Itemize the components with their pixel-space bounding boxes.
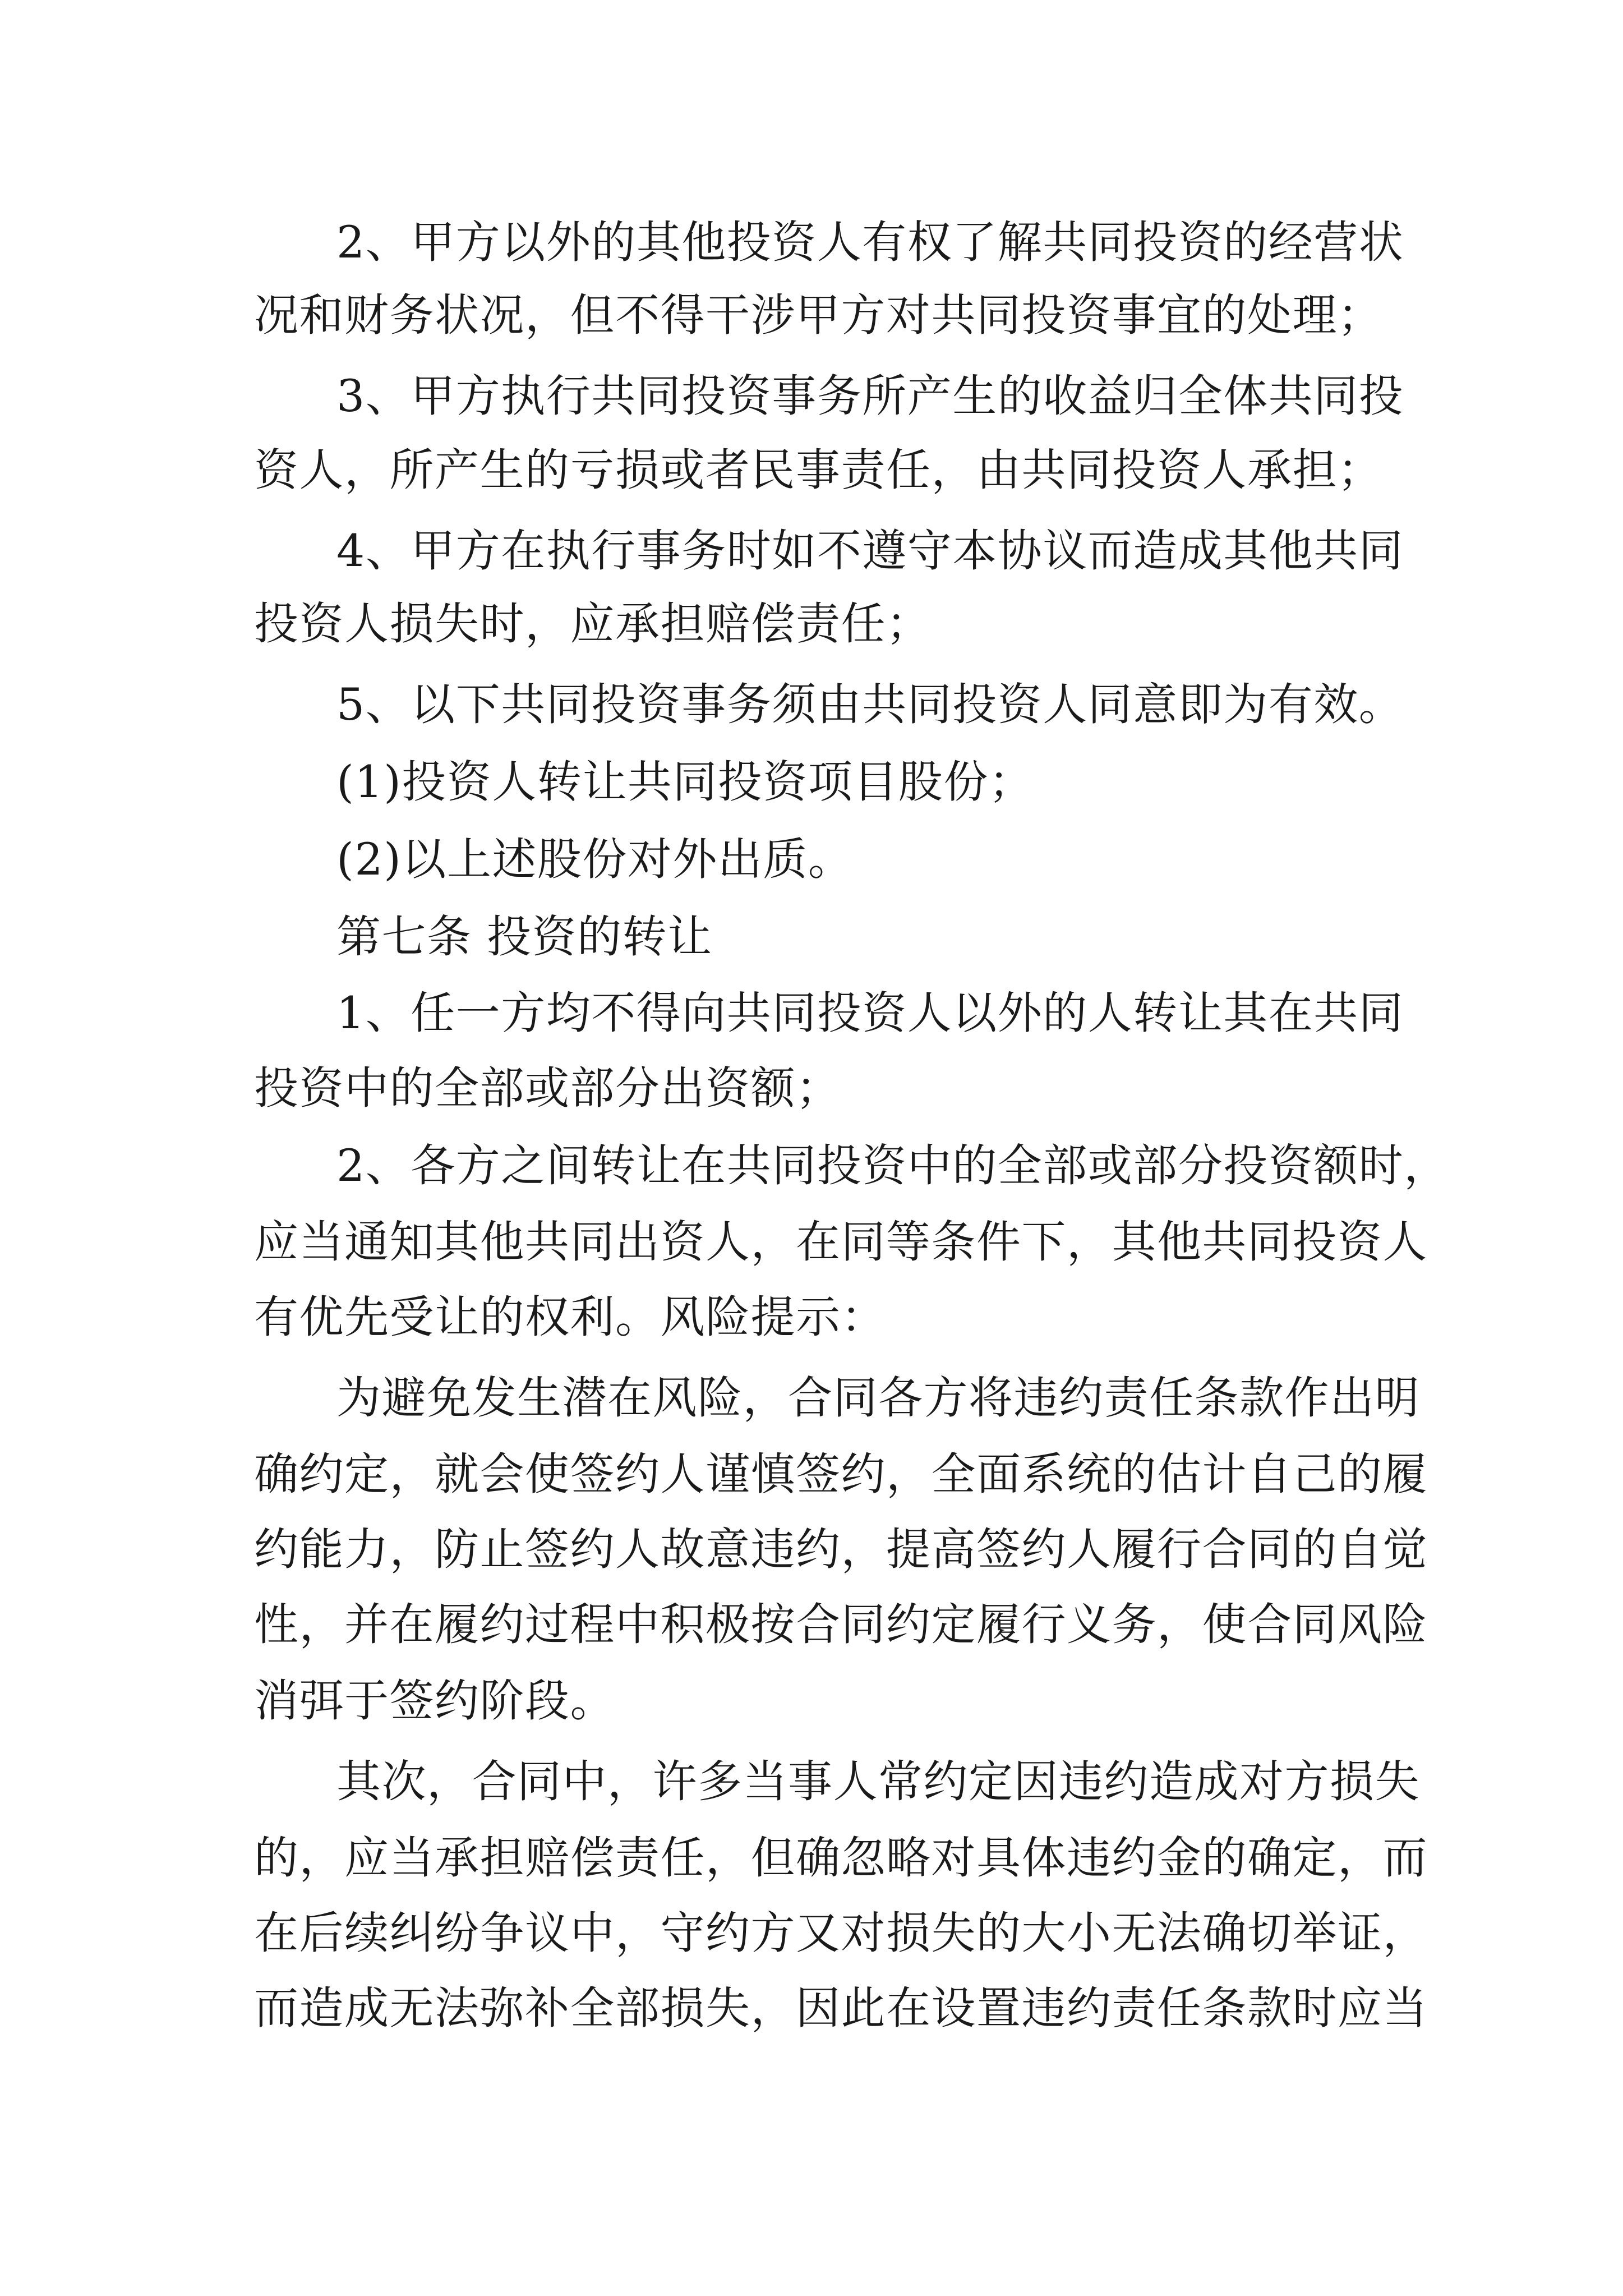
text-line: 消弭于签约阶段。 (254, 1675, 615, 1727)
text-line: 约能力，防止签约人故意违约，提高签约人履行合同的自觉 (254, 1524, 1428, 1575)
text-line: 5、以下共同投资事务须由共同投资人同意即为有效。 (336, 679, 1404, 730)
text-line: 2、各方之间转让在共同投资中的全部或部分投资额时， (336, 1140, 1449, 1191)
text-line: (1)投资人转让共同投资项目股份； (336, 756, 1034, 808)
text-line: 投资人损失时，应承担赔偿责任； (254, 598, 932, 650)
text-line: (2)以上述股份对外出质。 (336, 834, 854, 885)
text-line: 而造成无法弥补全部损失，因此在设置违约责任条款时应当 (254, 1982, 1428, 2034)
text-line: 1、任一方均不得向共同投资人以外的人转让其在共同 (336, 987, 1404, 1039)
text-line: 为避免发生潜在风险，合同各方将违约责任条款作出明 (336, 1372, 1420, 1424)
text-line: 在后续纠纷争议中，守约方又对损失的大小无法确切举证， (254, 1907, 1428, 1959)
text-line: 应当通知其他共同出资人，在同等条件下，其他共同投资人 (254, 1216, 1428, 1268)
text-line: 况和财务状况，但不得干涉甲方对共同投资事宜的处理； (254, 289, 1383, 341)
text-line: 确约定，就会使签约人谨慎签约，全面系统的估计自己的履 (254, 1448, 1428, 1500)
text-line: 性，并在履约过程中积极按合同约定履行义务，使合同风险 (254, 1599, 1428, 1650)
text-line: 2、甲方以外的其他投资人有权了解共同投资的经营状 (336, 217, 1404, 268)
text-line: 有优先受让的权利。风险提示： (254, 1291, 886, 1343)
text-line: 投资中的全部或部分出资额； (254, 1062, 841, 1114)
text-line: 的，应当承担赔偿责任，但确忽略对具体违约金的确定，而 (254, 1832, 1428, 1884)
text-line: 资人，所产生的亏损或者民事责任，由共同投资人承担； (254, 444, 1383, 496)
text-line: 其次，合同中，许多当事人常约定因违约造成对方损失 (336, 1756, 1420, 1807)
text-line: 3、甲方执行共同投资事务所产生的收益归全体共同投 (336, 370, 1404, 422)
section-heading: 第七条 投资的转让 (336, 911, 713, 963)
text-line: 4、甲方在执行事务时如不遵守本协议而造成其他共同 (336, 525, 1404, 577)
